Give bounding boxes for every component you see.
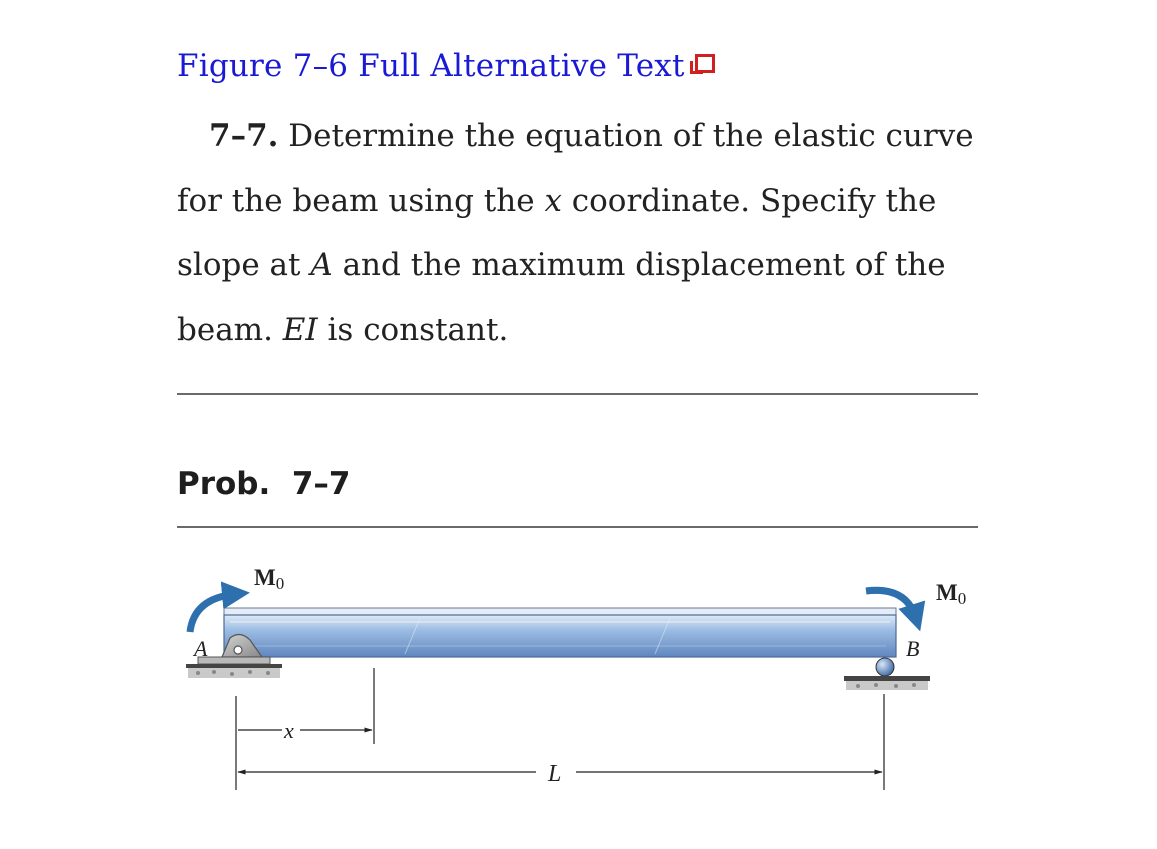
problem-text-4: is constant. [317,311,509,348]
dim-x-label: x [284,718,294,743]
problem-label: Prob. 7–7 [177,466,351,502]
problem-text-3: and the maximum displacement of the beam. [177,247,946,348]
problem-number: 7–7. [209,118,279,154]
figure-alt-text-label[interactable]: Figure 7–6 Full Alternative Text [177,48,685,84]
dim-l-label: L [548,761,562,787]
moment-left-label: M0 [254,565,285,593]
problem-text-2: coordinate. Specify the slope at [177,182,937,283]
moment-right-label: M0 [936,580,967,608]
beam [224,608,896,657]
variable-ei: EI [282,311,318,348]
support-a-label: A [194,636,208,661]
problem-text-1: Determine the equation of the elastic curve for the beam using the [177,118,974,219]
support-b-label: B [906,636,920,661]
variable-a: A [310,247,333,283]
roller-support-b [844,658,930,690]
variable-x: x [544,182,562,219]
